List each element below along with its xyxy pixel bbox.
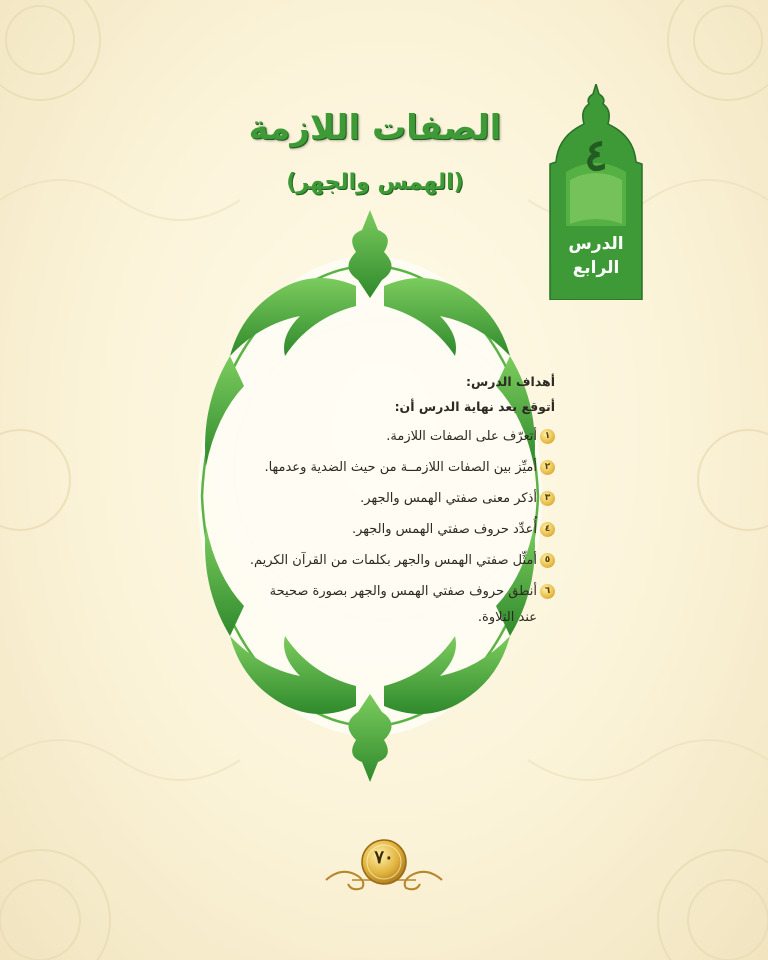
goal-number-badge: ٦ [540,584,555,599]
goal-item [200,583,555,601]
goal-item [200,428,555,446]
badge-number: ٤ [584,130,608,181]
lesson-title: الصفات اللازمة [248,108,502,148]
goal-number-badge: ٤ [540,522,555,537]
goal-text: أميِّز بين الصفات اللازمــة من حيث الضدية وعدمها. [264,460,537,475]
goal-continuation: عند التلاوة. [477,610,537,625]
goal-item [200,521,555,539]
goal-number-badge: ٥ [540,553,555,568]
goal-text: أُعدِّد حروف صفتي الهمس والجهر. [351,522,537,537]
goal-number-badge: ٣ [540,491,555,506]
goals-heading: أهداف الدرس: [466,374,555,389]
lesson-subtitle: (الهمس والجهر) [286,170,464,195]
badge-label-line1: الدرس [568,234,624,254]
goal-text: أتعرّف على الصفات اللازمة. [386,429,537,444]
goal-text: أذكر معنى صفتي الهمس والجهر. [360,491,537,506]
goals-intro: أتوقع بعد نهاية الدرس أن: [394,399,555,414]
badge-label-line2: الرابع [572,258,620,278]
goal-item [200,490,555,508]
page-number: ٧٠ [374,847,394,868]
goal-item [200,459,555,477]
lesson-goals [200,374,555,625]
goal-number-badge: ٢ [540,460,555,475]
goal-number-badge: ١ [540,429,555,444]
goal-text: أمثِّل صفتي الهمس والجهر بكلمات من القرآن الكريم. [249,553,537,568]
goal-text: أنطق حروف صفتي الهمس والجهر بصورة صحيحة [269,584,537,599]
goal-item [200,552,555,570]
